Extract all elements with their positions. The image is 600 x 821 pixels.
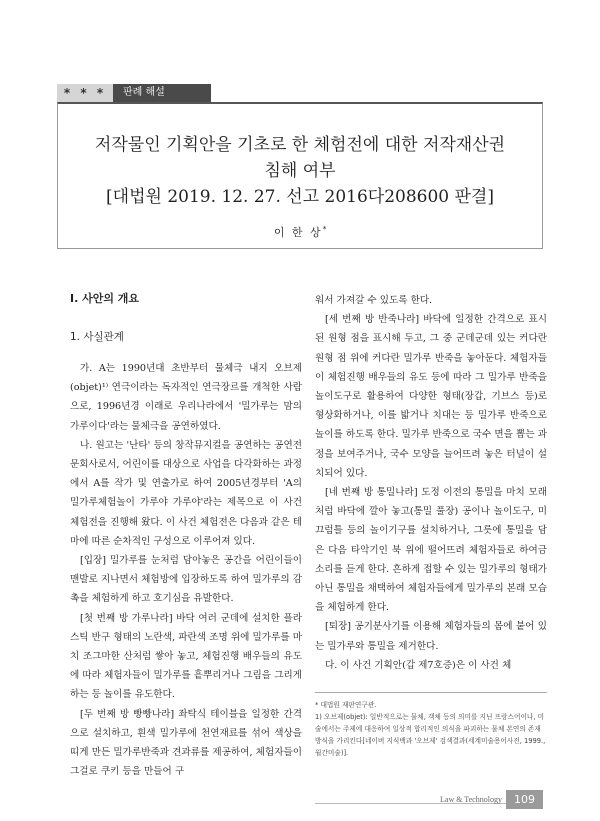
paragraph: 가. A는 1990년대 초반부터 물체극 내지 오브제(objet)¹⁾ 연극이라는 독자적인 연극장르를 개척한 사람으로, 1996년경 이래로 우리나라에서 '밀가루는 맘의 가루이다'라는 물체극을 공연하였다.: [70, 363, 302, 432]
section-heading: I. 사안의 개요: [70, 292, 140, 305]
page-number: 109: [506, 790, 543, 809]
footnote-1: 1) 오브제(objet): 일반적으로는 물체, 객체 등의 의미를 지닌 프랑스어이나, 미술에서는 주제에 대응하여 일상적 합리적인 의식을 파괴하는 물체 본연의 존재 방식을 가리킨다[네이버 지식백과 '오브제' 검색결과(세계미술용어사전, 1999., 월간미술)].: [315, 713, 546, 757]
author-footnote-mark: *: [322, 225, 327, 234]
author-name: 이 한 상: [273, 226, 323, 239]
title-box: [57, 102, 543, 249]
footnote-author: * 대법원 재판연구관.: [315, 701, 377, 709]
title-line-2: 침해 여부: [264, 161, 336, 181]
paragraph: [세 번째 방 반죽나라] 바닥에 일정한 간격으로 표시된 원형 점을 표시해 두고, 그 중 군데군데 있는 커다란 원형 점 위에 커다란 밀가루 반죽을 놓아둔다. 체험자들이 체험진행 배우들의 유도 등에 따라 그 밀가루 반죽을 놀이도구로 활용하여 다양한 형태(장갑, 기브스 등)로 형상화하거나, 이를 밟거나 치대는 등 밀가루 반죽으로 놀이를 하도록 한다. 밀가루 반죽으로 국수 면을 뽑는 과정을 보여주거나, 국수 모양을 늘어뜨려 놓은 터널이 설치되어 있다.: [315, 314, 547, 479]
right-column: [315, 291, 547, 675]
author: [58, 224, 542, 240]
journal-name: Law & Technology: [440, 795, 502, 804]
paragraph: [네 번째 방 통밀나라] 도정 이전의 통밀을 마치 모래처럼 바닥에 깔아 놓고(통밀 풀장) 공이나 놀이도구, 미끄럼틀 등의 놀이기구를 설치하거나, 그릇에 통밀을 담은 다음 타악기인 북 위에 떨어뜨려 체험자들로 하여금 소리를 듣게 한다. 흔하게 접할 수 있는 밀가루의 형태가 아닌 통밀을 채택하여 체험자들에게 밀가루의 본래 모습을 체험하게 한다.: [315, 487, 547, 614]
footnotes: [315, 692, 547, 759]
paragraph: [입장] 밀가루를 눈처럼 담아놓은 공간을 어린이들이 맨발로 지나면서 체험방에 입장하도록 하여 밀가루의 감촉을 체험하게 하고 호기심을 유발한다.: [70, 555, 302, 605]
left-column: [70, 291, 302, 781]
paragraph: [두 번째 방 빵빵나라] 좌탁식 테이블을 일정한 간격으로 설치하고, 흰색 밀가루에 천연재료를 섞어 색상을 띠게 만든 밀가루반죽과 견과류를 제공하여, 체험자들이 그걸로 쿠키 등을 만들어 구: [70, 708, 302, 778]
title-line-1: 저작물인 기획안을 기초로 한 체험전에 대한 저작재산권: [94, 135, 506, 155]
subsection-heading: 1. 사실관계: [70, 331, 124, 343]
paragraph: [첫 번째 방 가루나라] 바닥 여러 군데에 설치한 플라스틱 반구 형태의 노란색, 파란색 조명 위에 밀가루를 마치 조그마한 산처럼 쌓아 놓고, 체험진행 배우들의 유도에 따라 체험자들이 밀가루를 흩뿌리거나 그림을 그리게 하는 등 놀이를 유도한다.: [70, 612, 302, 701]
stars-mark: * * *: [57, 84, 113, 102]
case-citation: [대법원 2019. 12. 27. 선고 2016다208600 판결]: [106, 187, 494, 207]
category-tag: [57, 84, 211, 102]
paragraph: [퇴장] 공기분사기를 이용해 체험자들의 몸에 붙어 있는 밀가루와 통밀을 제거한다.: [315, 621, 547, 652]
paragraph: 워서 가져갈 수 있도록 한다.: [315, 295, 433, 306]
paragraph: 나. 원고는 '난타' 등의 창작뮤지컬을 공연하는 공연전문회사로서, 어린이를 대상으로 사업을 다각화하는 과정에서 A를 작가 및 연출가로 하여 2005년경부터 'A의 밀가루체험놀이 가루야 가루야'라는 제목으로 이 사건 체험전을 진행해 왔다. 이 사건 체험전은 다음과 같은 테마에 따른 순차적인 구성으로 이루어져 있다.: [70, 439, 302, 547]
category-label: 판례 해설: [113, 84, 211, 102]
paragraph: 다. 이 사건 기획안(갑 제7호증)은 이 사건 체: [325, 659, 512, 671]
